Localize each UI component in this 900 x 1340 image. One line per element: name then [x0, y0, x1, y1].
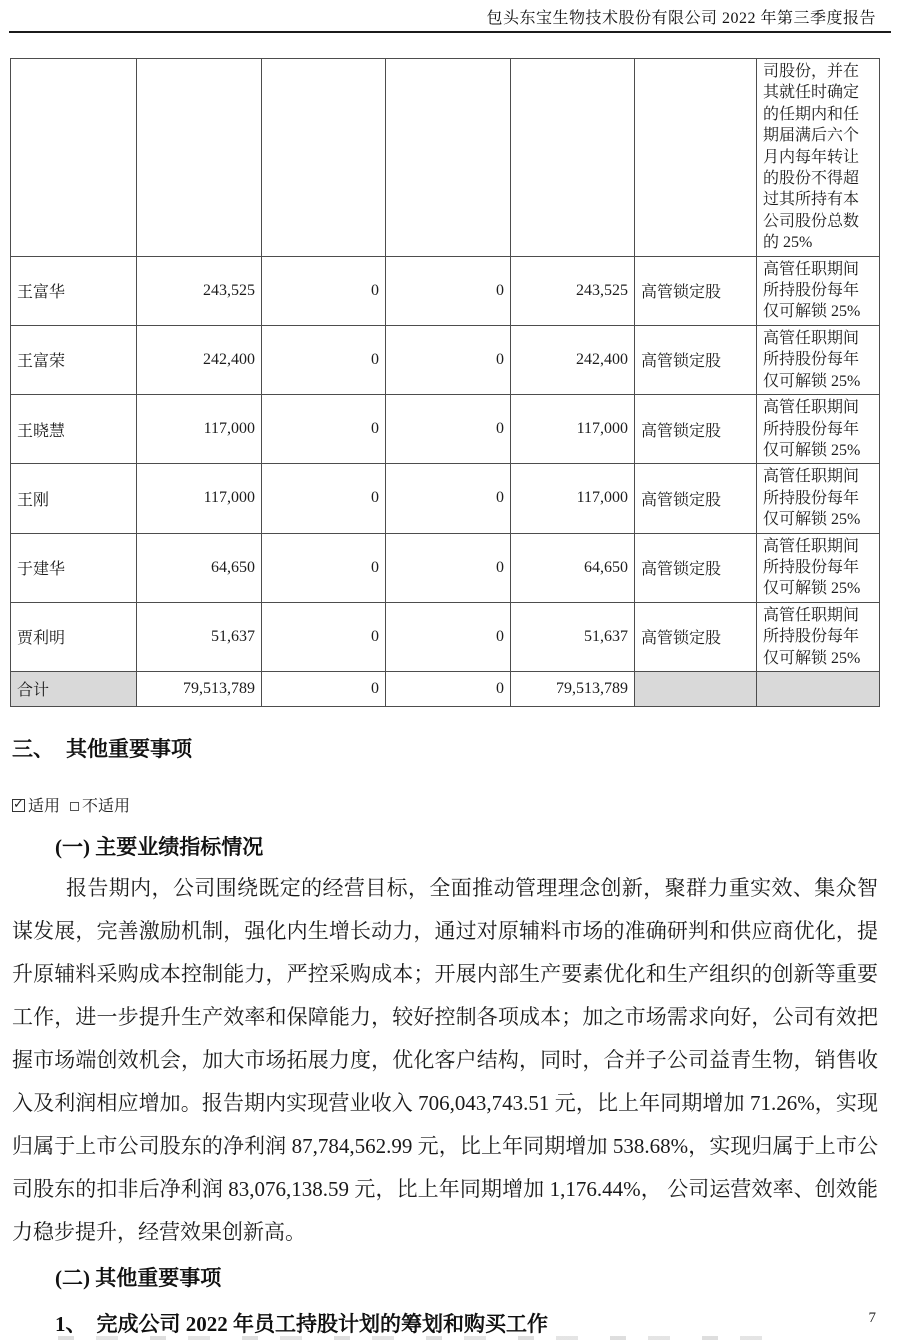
- cell-empty-gray: [635, 671, 757, 706]
- table-row: [11, 533, 880, 602]
- page-header-title: 包头东宝生物技术股份有限公司 2022 年第三季度报告: [486, 10, 876, 27]
- cell-empty: [11, 59, 137, 257]
- cell-decrease: 0: [386, 395, 511, 464]
- performance-paragraph: 报告期内，公司围绕既定的经营目标，全面推动管理理念创新，聚群力重实效、集众智谋发展，完善激励机制，强化内生增长动力，通过对原辅料市场的准确研判和供应商优化，提升原辅料采购成本控制能力，严控采购成本；开展内部生产要素优化和生产组织的创新等重要工作，进一步提升生产效率和保障能力，较好控制各项成本；加之市场需求向好，公司有效把握市场端创效机会，加大市场拓展力度，优化客户结构，同时，合并子公司益青生物，销售收入及利润相应增加。报告期内实现营业收入 706,043,743.51 元，比上年同期增加 71.26%，实现归属于上市公司股东的净利润 87,784,562.99 元，比上年同期增加 538.68%，实现归属于上市公司股东的扣非后净利润 83,076,138.59 元，比上年同期增加 1,176.44%， 公司运营效率、创效能力稳步提升，经营效果创新高。: [12, 875, 878, 1244]
- cell-decrease: 0: [386, 256, 511, 325]
- cell-lock-type: 高管锁定股: [635, 464, 757, 533]
- table-total-row: [11, 671, 880, 706]
- table-row: [11, 256, 880, 325]
- item-title: 完成公司 2022 年员工持股计划的筹划和购买工作: [96, 1311, 548, 1336]
- section-heading-other-important-matters: [12, 733, 900, 763]
- cell-holder-name: 贾利明: [11, 602, 137, 671]
- cell-lock-type: 高管锁定股: [635, 256, 757, 325]
- table-row: [11, 325, 880, 394]
- item-heading-employee-stock-plan: [55, 1308, 900, 1338]
- cell-begin-balance: 51,637: [137, 602, 262, 671]
- cell-lock-type: 高管锁定股: [635, 325, 757, 394]
- page-number: 7: [868, 1310, 876, 1326]
- section-title: 其他重要事项: [66, 736, 192, 761]
- applicable-checkbox[interactable]: [12, 795, 25, 812]
- cell-empty: [386, 59, 511, 257]
- cell-holder-name: 于建华: [11, 533, 137, 602]
- cell-begin-balance: 64,650: [137, 533, 262, 602]
- cell-empty: [635, 59, 757, 257]
- subsection-heading-other-matters: (二) 其他重要事项: [55, 1265, 222, 1290]
- cell-increase: 0: [262, 325, 386, 394]
- cell-increase: 0: [262, 602, 386, 671]
- cell-lock-type: 高管锁定股: [635, 602, 757, 671]
- subsection-heading-performance-indicators: (一) 主要业绩指标情况: [55, 834, 264, 859]
- cell-begin-balance: 243,525: [137, 256, 262, 325]
- applicable-label: 适用: [28, 797, 61, 815]
- section-number: 三、: [12, 736, 54, 761]
- header-rule: [9, 31, 891, 33]
- cell-lock-type: 高管锁定股: [635, 395, 757, 464]
- cell-end-balance: 242,400: [511, 325, 635, 394]
- item-number: 1、: [55, 1311, 87, 1336]
- cell-increase: 0: [262, 533, 386, 602]
- cell-end-balance: 51,637: [511, 602, 635, 671]
- cell-holder-name: 王晓慧: [11, 395, 137, 464]
- cell-lockup-note: 高管任职期间所持股份每年仅可解锁 25%: [757, 395, 880, 464]
- cell-holder-name: 王富荣: [11, 325, 137, 394]
- cell-lock-type: 高管锁定股: [635, 533, 757, 602]
- cell-end-balance: 117,000: [511, 464, 635, 533]
- table-row: [11, 602, 880, 671]
- cell-empty: [262, 59, 386, 257]
- cutoff-text-fragment: [58, 1336, 764, 1340]
- cell-total-begin-balance: 79,513,789: [137, 671, 262, 706]
- cell-lockup-note: 高管任职期间所持股份每年仅可解锁 25%: [757, 256, 880, 325]
- cell-lockup-note: 高管任职期间所持股份每年仅可解锁 25%: [757, 325, 880, 394]
- cell-holder-name: 王富华: [11, 256, 137, 325]
- cell-empty: [511, 59, 635, 257]
- cell-begin-balance: 117,000: [137, 395, 262, 464]
- cell-end-balance: 243,525: [511, 256, 635, 325]
- cell-total-end-balance: 79,513,789: [511, 671, 635, 706]
- table-row: [11, 464, 880, 533]
- cell-holder-name: 王刚: [11, 464, 137, 533]
- cell-empty: [137, 59, 262, 257]
- cell-begin-balance: 242,400: [137, 325, 262, 394]
- cell-begin-balance: 117,000: [137, 464, 262, 533]
- cell-total-decrease: 0: [386, 671, 511, 706]
- cell-lockup-note: 高管任职期间所持股份每年仅可解锁 25%: [757, 602, 880, 671]
- not-applicable-checkbox[interactable]: [70, 802, 79, 811]
- locked-shares-table: [10, 58, 880, 707]
- cell-decrease: 0: [386, 464, 511, 533]
- cell-total-increase: 0: [262, 671, 386, 706]
- cell-increase: 0: [262, 464, 386, 533]
- table-row: [11, 395, 880, 464]
- cell-increase: 0: [262, 256, 386, 325]
- cell-empty-gray: [757, 671, 880, 706]
- cell-end-balance: 64,650: [511, 533, 635, 602]
- cell-total-label: 合计: [11, 671, 137, 706]
- check-mark-icon: ✓: [13, 795, 24, 811]
- cell-lockup-note: 高管任职期间所持股份每年仅可解锁 25%: [757, 533, 880, 602]
- not-applicable-label: 不适用: [82, 797, 131, 815]
- cell-decrease: 0: [386, 325, 511, 394]
- table-row-continuation: [11, 59, 880, 257]
- cell-end-balance: 117,000: [511, 395, 635, 464]
- applicability-row: [12, 793, 900, 816]
- cell-lockup-note: 司股份，并在其就任时确定的任期内和任期届满后六个月内每年转让的股份不得超过其所持有本公司股份总数的 25%: [757, 59, 880, 257]
- cell-decrease: 0: [386, 602, 511, 671]
- cell-decrease: 0: [386, 533, 511, 602]
- cell-lockup-note: 高管任职期间所持股份每年仅可解锁 25%: [757, 464, 880, 533]
- cell-increase: 0: [262, 395, 386, 464]
